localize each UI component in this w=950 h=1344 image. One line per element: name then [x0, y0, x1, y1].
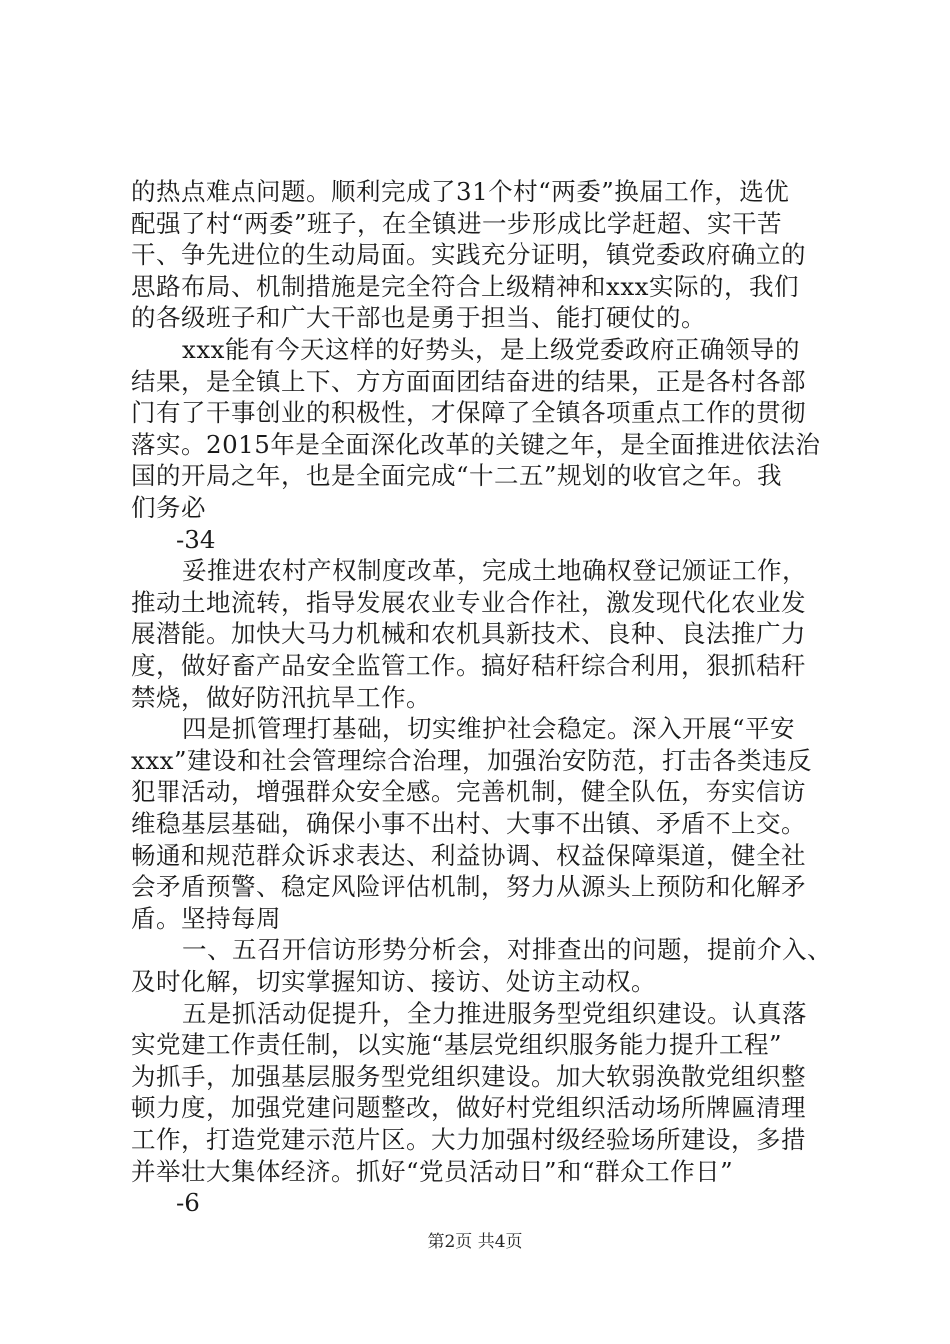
- text-line: xxx能有今天这样的好势头，是上级党委政府正确领导的: [182, 335, 800, 364]
- text-line: 及时化解，切实掌握知访、接访、处访主动权。: [131, 967, 656, 996]
- text-line: 的各级班子和广大干部也是勇于担当、能打硬仗的。: [131, 303, 706, 333]
- text-line: 维稳基层基础，确保小事不出村、大事不出镇、矛盾不上交。: [131, 809, 806, 838]
- text-line: 的热点难点问题。顺利完成了31个村“两委”换届工作，选优: [131, 177, 790, 206]
- text-line: 畅通和规范群众诉求表达、利益协调、权益保障渠道，健全社: [131, 840, 806, 870]
- text-line: 思路布局、机制措施是完全符合上级精神和xxx实际的，我们: [131, 271, 799, 301]
- page-marker: -6: [176, 1188, 200, 1218]
- text-line: 四是抓管理打基础，切实维护社会稳定。深入开展“平安: [182, 714, 796, 744]
- text-line: 度，做好畜产品安全监管工作。搞好秸秆综合利用，狠抓秸秆: [131, 651, 806, 680]
- text-line: 一、五召开信访形势分析会，对排查出的问题，提前介入、: [182, 935, 832, 965]
- text-line: 结果，是全镇上下、方方面面团结奋进的结果，正是各村各部: [131, 366, 806, 396]
- text-line: 推动土地流转，指导发展农业专业合作社，激发现代化农业发: [131, 587, 806, 617]
- page-footer: 第2页 共4页: [427, 1232, 523, 1252]
- text-line: 并举壮大集体经济。抓好“党员活动日”和“群众工作日”: [131, 1156, 734, 1186]
- page-marker: -34: [176, 524, 216, 554]
- text-line: 顿力度，加强党建问题整改，做好村党组织活动场所牌匾清理: [131, 1093, 806, 1123]
- text-line: 实党建工作责任制，以实施“基层党组织服务能力提升工程”: [131, 1030, 783, 1060]
- text-line: 盾。坚持每周: [131, 903, 281, 933]
- text-line: 国的开局之年，也是全面完成“十二五”规划的收官之年。我: [131, 461, 783, 491]
- text-line: 工作，打造党建示范片区。大力加强村级经验场所建设，多措: [131, 1125, 806, 1154]
- text-line: 会矛盾预警、稳定风险评估机制，努力从源头上预防和化解矛: [131, 872, 806, 902]
- text-line: 配强了村“两委”班子，在全镇进一步形成比学赶超、实干苦: [131, 208, 783, 238]
- text-line: 干、争先进位的生动局面。实践充分证明，镇党委政府确立的: [131, 240, 806, 270]
- text-line: xxx”建设和社会管理综合治理，加强治安防范，打击各类违反: [131, 745, 812, 775]
- text-line: 为抓手，加强基层服务型党组织建设。加大软弱涣散党组织整: [131, 1061, 806, 1091]
- text-line: 们务必: [131, 493, 206, 522]
- text-line: 五是抓活动促提升，全力推进服务型党组织建设。认真落: [182, 998, 807, 1028]
- text-line: 门有了干事创业的积极性，才保障了全镇各项重点工作的贯彻: [131, 398, 806, 428]
- text-line: 展潜能。加快大马力机械和农机具新技术、良种、良法推广力: [131, 619, 806, 649]
- text-line: 落实。2015年是全面深化改革的关键之年，是全面推进依法治: [131, 429, 821, 459]
- text-line: 禁烧，做好防汛抗旱工作。: [131, 682, 431, 712]
- text-line: 妥推进农村产权制度改革，完成土地确权登记颁证工作，: [182, 556, 807, 586]
- text-line: 犯罪活动，增强群众安全感。完善机制，健全队伍，夯实信访: [131, 777, 806, 807]
